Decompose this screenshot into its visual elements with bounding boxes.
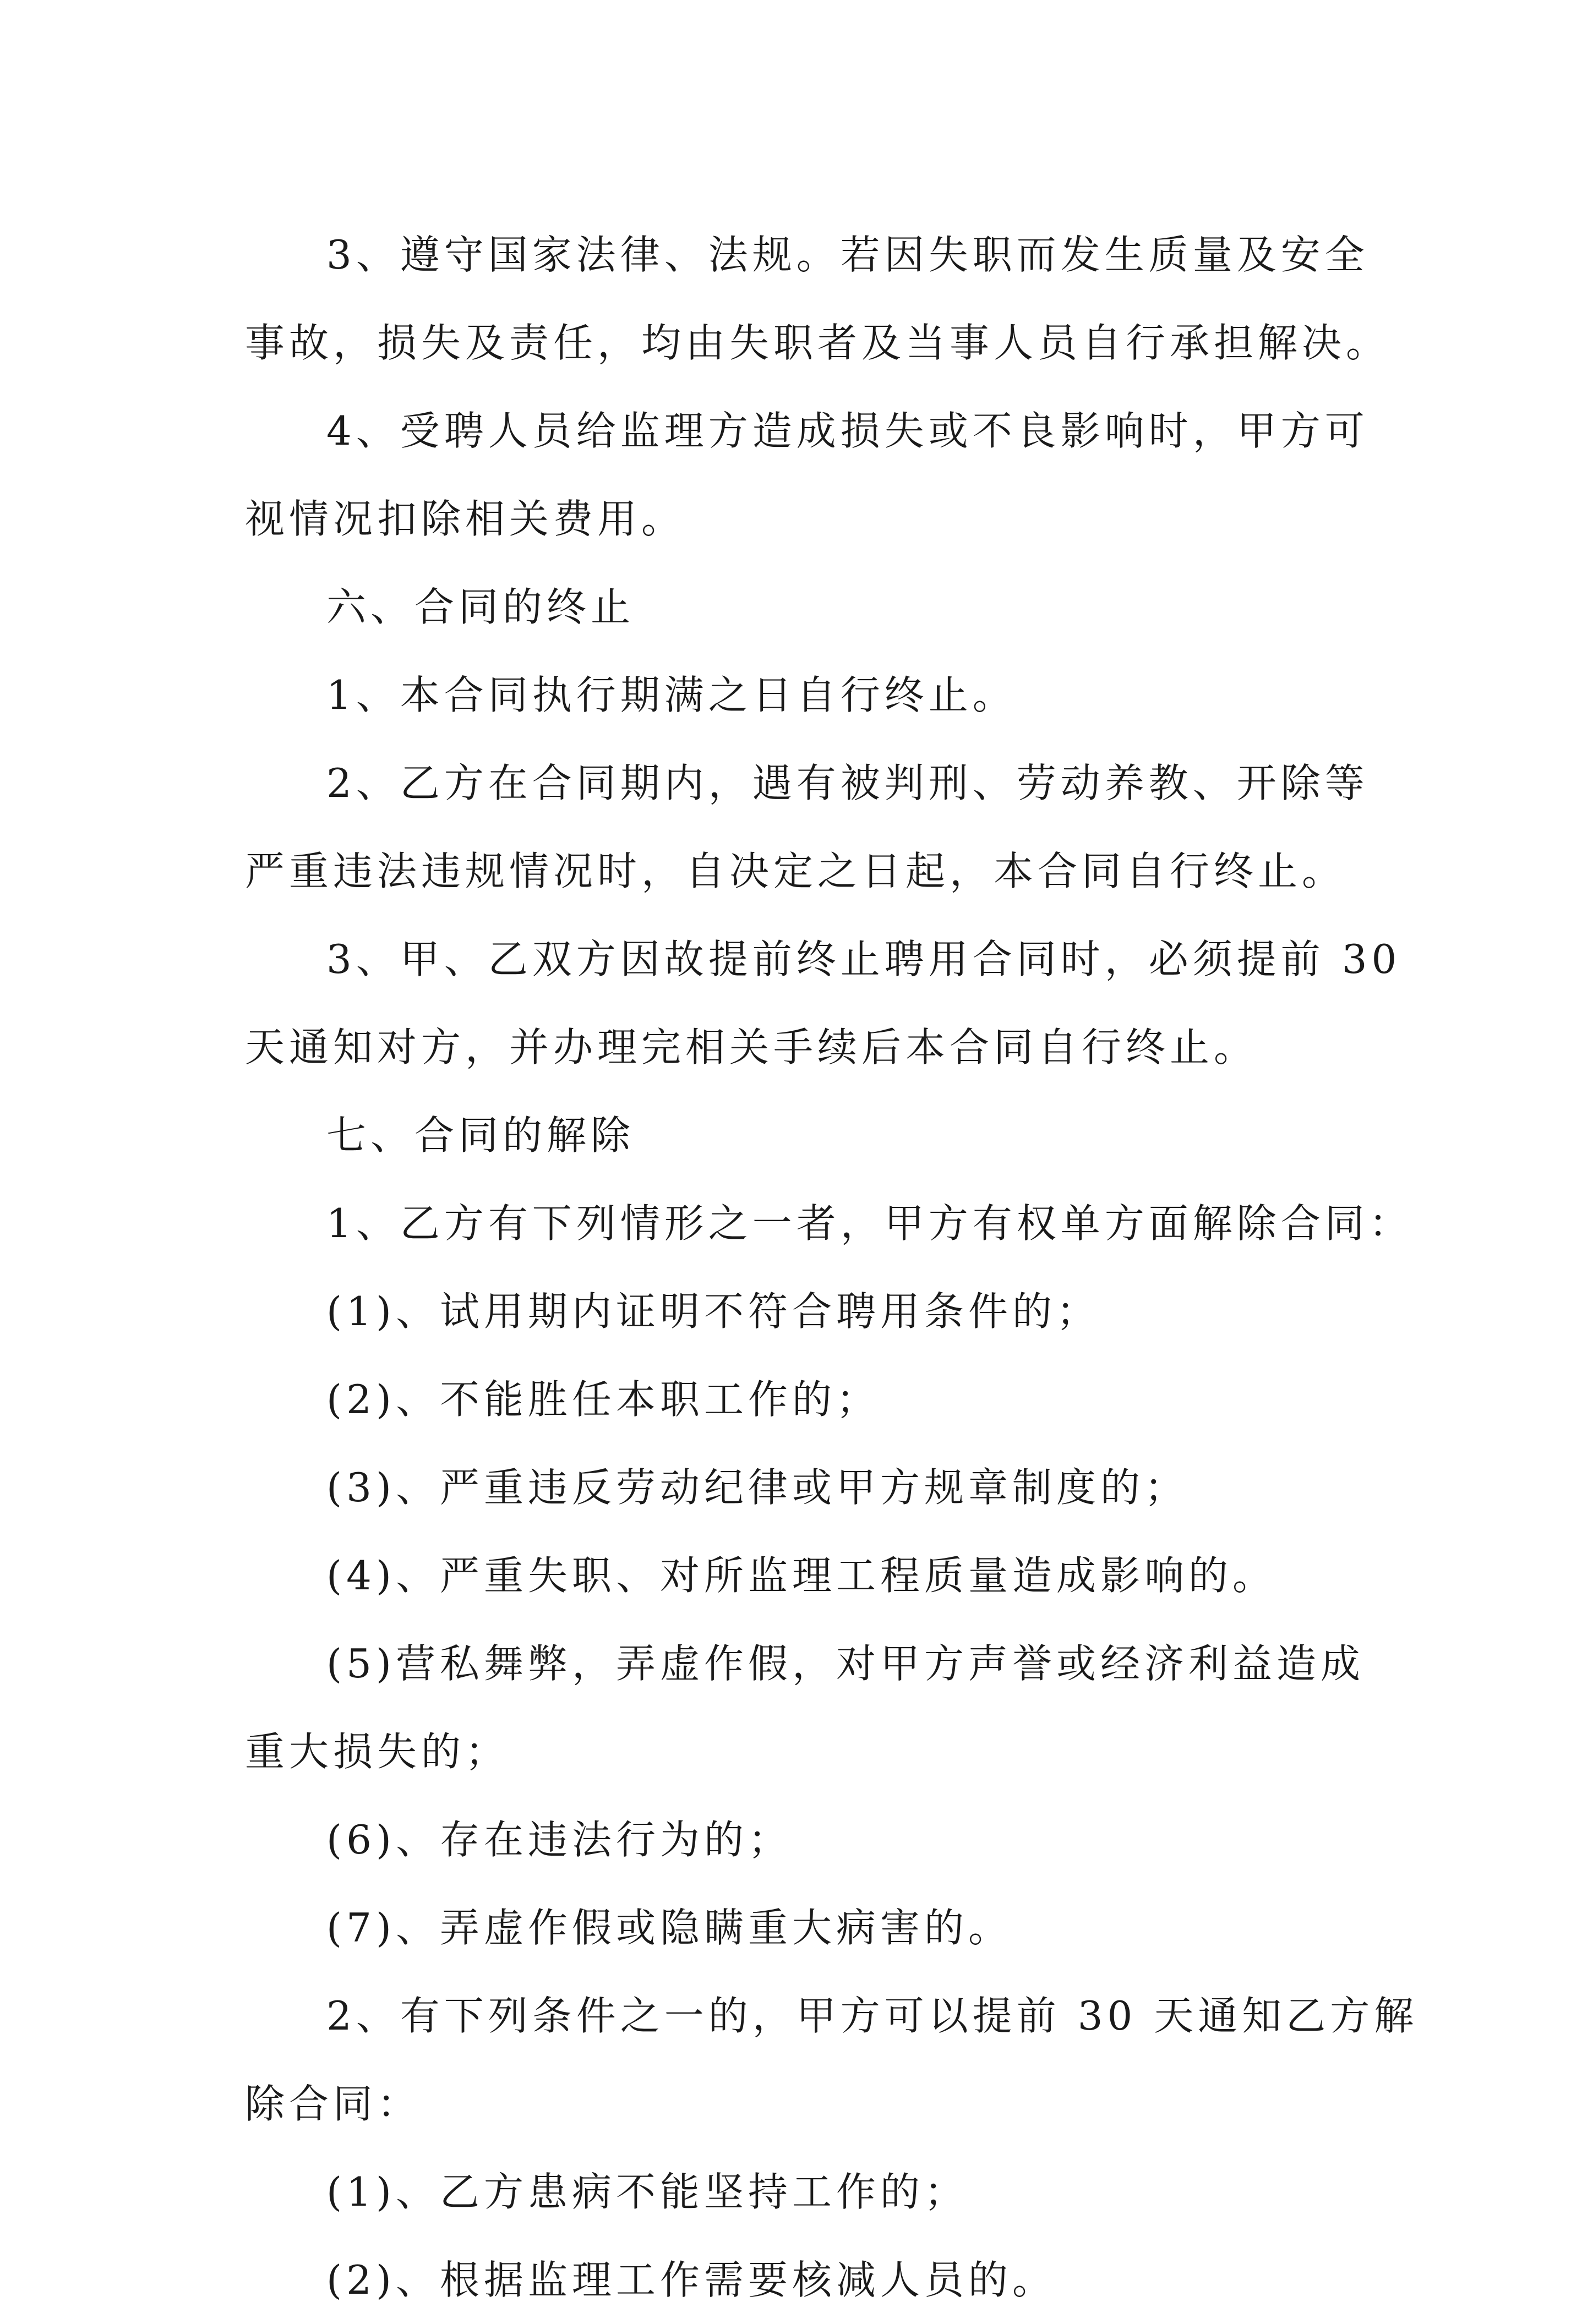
list-item: (2)、根据监理工作需要核减人员的。 (326, 2257, 1056, 2303)
list-item: (7)、弄虚作假或隐瞒重大病害的。 (326, 1905, 1012, 1951)
body-line: 3、甲、乙双方因故提前终止聘用合同时，必须提前 30 (326, 936, 1401, 982)
list-item: (4)、严重失职、对所监理工程质量造成影响的。 (326, 1552, 1276, 1599)
list-item: (6)、存在违法行为的； (326, 1817, 792, 1863)
list-item: (2)、不能胜任本职工作的； (326, 1376, 880, 1423)
list-item: (1)、乙方患病不能坚持工作的； (326, 2169, 968, 2215)
section-heading: 七、合同的解除 (326, 1112, 635, 1158)
body-line: 1、本合同执行期满之日自行终止。 (326, 672, 1017, 718)
section-heading: 六、合同的终止 (326, 584, 635, 630)
list-item: (5)营私舞弊，弄虚作假，对甲方声誉或经济利益造成 (326, 1641, 1365, 1687)
body-line: 2、有下列条件之一的，甲方可以提前 30 天通知乙方解 (326, 1993, 1419, 2039)
body-line: 事故，损失及责任，均由失职者及当事人员自行承担解决。 (245, 320, 1390, 366)
body-line: 1、乙方有下列情形之一者，甲方有权单方面解除合同： (326, 1200, 1413, 1246)
body-line: 2、乙方在合同期内，遇有被判刑、劳动养教、开除等 (326, 760, 1369, 806)
body-line: 3、遵守国家法律、法规。若因失职而发生质量及安全 (326, 232, 1369, 278)
body-line: 严重违法违规情况时，自决定之日起，本合同自行终止。 (245, 848, 1346, 894)
body-line: 天通知对方，并办理完相关手续后本合同自行终止。 (245, 1024, 1258, 1070)
list-item: (1)、试用期内证明不符合聘用条件的； (326, 1288, 1100, 1335)
body-line: 4、受聘人员给监理方造成损失或不良影响时，甲方可 (326, 408, 1369, 454)
list-item-continuation: 重大损失的； (245, 1729, 510, 1775)
document-page (245, 211, 1419, 2324)
body-line: 视情况扣除相关费用。 (245, 496, 686, 542)
list-item: (3)、严重违反劳动纪律或甲方规章制度的； (326, 1464, 1188, 1511)
body-line: 除合同： (245, 2081, 422, 2127)
